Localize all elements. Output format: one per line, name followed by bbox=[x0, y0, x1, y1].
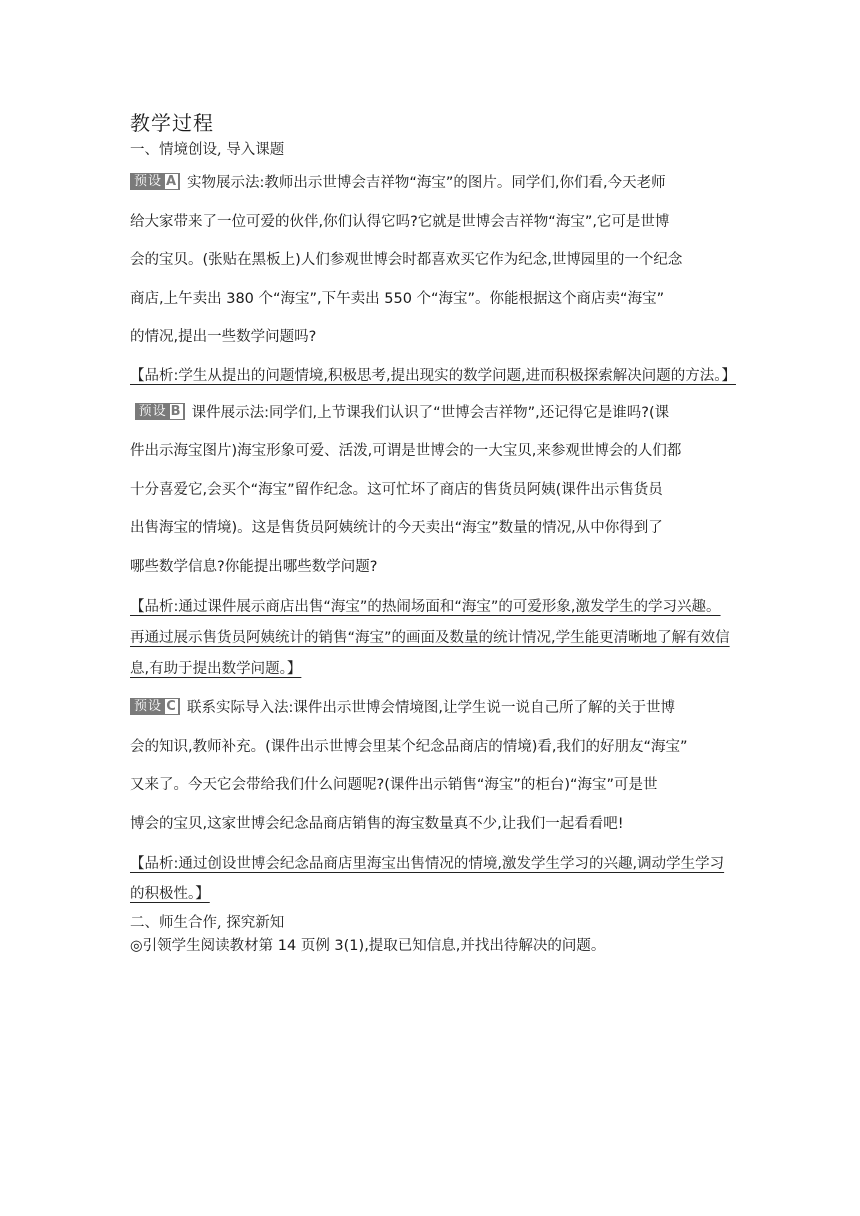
preset-b-badge-letter: B bbox=[170, 403, 182, 419]
preset-a-analysis bbox=[130, 363, 736, 390]
section-heading-2: 二、师生合作, 探究新知 bbox=[130, 915, 285, 931]
preset-a-badge-label: 预设 bbox=[134, 174, 163, 189]
preset-a-line-1 bbox=[130, 164, 730, 203]
preset-c-line-4: 博会的宝贝,这家世博会纪念品商店销售的海宝数量真不少,让我们一起看看吧! bbox=[130, 815, 624, 832]
section-heading-1: 一、情境创设, 导入课题 bbox=[130, 142, 285, 158]
guide-line: ◎引领学生阅读教材第 14 页例 3(1),提取已知信息,并找出待解决的问题。 bbox=[130, 938, 606, 954]
preset-c-analysis bbox=[130, 849, 730, 909]
preset-c-analysis-text: 【品析:通过创设世博会纪念品商店里海宝出售情况的情境,激发学生学习的兴趣,调动学生学习的积极性。】 bbox=[130, 856, 725, 902]
preset-b-line-3: 十分喜爱它,会买个“海宝”留作纪念。这可忙坏了商店的售货员阿姨(课件出示售货员 bbox=[130, 481, 663, 498]
preset-b-badge-label: 预设 bbox=[138, 403, 167, 419]
preset-c-line-1 bbox=[130, 689, 730, 728]
lesson-page bbox=[130, 108, 736, 959]
preset-b-line-2: 件出示海宝图片)海宝形象可爱、活泼,可谓是世博会的一大宝贝,来参观世博会的人们都 bbox=[130, 443, 682, 459]
preset-b-line-5: 哪些数学信息?你能提出哪些数学问题? bbox=[130, 558, 378, 575]
preset-c-badge-label: 预设 bbox=[134, 699, 163, 714]
preset-c-badge-letter: C bbox=[166, 699, 177, 714]
preset-b-block bbox=[130, 394, 730, 686]
preset-a-analysis-text: 【品析:学生从提出的问题情境,积极思考,提出现实的数学问题,进而积极探索解决问题的方法。】 bbox=[130, 367, 736, 384]
preset-a-text-1: 实物展示法:教师出示世博会吉祥物“海宝”的图片。同学们,你们看,今天老师 bbox=[187, 175, 666, 191]
preset-b-badge bbox=[135, 403, 185, 420]
preset-c-block bbox=[130, 689, 730, 909]
preset-c-text-1: 联系实际导入法:课件出示世博会情境图,让学生说一说自己所了解的关于世博 bbox=[187, 700, 676, 716]
preset-a-block bbox=[130, 164, 736, 390]
preset-a-badge-letter: A bbox=[165, 174, 178, 189]
preset-c-badge bbox=[130, 698, 180, 715]
preset-b-line-4: 出售海宝的情境)。这是售货员阿姨统计的今天卖出“海宝”数量的情况,从中你得到了 bbox=[130, 520, 663, 536]
preset-a-line-3: 会的宝贝。(张贴在黑板上)人们参观世博会时都喜欢买它作为纪念,世博园里的一个纪念 bbox=[130, 252, 683, 268]
preset-b-line-1 bbox=[130, 394, 730, 433]
preset-a-line-2: 给大家带来了一位可爱的伙伴,你们认得它吗?它就是世博会吉祥物“海宝”,它可是世博 bbox=[130, 213, 670, 230]
preset-a-line-5: 的情况,提出一些数学问题吗? bbox=[130, 329, 317, 345]
preset-b-analysis bbox=[130, 592, 730, 685]
preset-c-line-3: 又来了。今天它会带给我们什么问题呢?(课件出示销售“海宝”的柜台)“海宝”可是世 bbox=[130, 777, 658, 793]
page-title: 教学过程 bbox=[130, 111, 214, 135]
preset-a-badge bbox=[130, 173, 180, 190]
preset-b-text-1: 课件展示法:同学们,上节课我们认识了“世博会吉祥物”,还记得它是谁吗?(课 bbox=[191, 404, 670, 421]
preset-b-analysis-text: 【品析:通过课件展示商店出售“海宝”的热闹场面和“海宝”的可爱形象,激发学生的学习兴趣。再通过展示售货员阿姨统计的销售“海宝”的画面及数量的统计情况,学生能更清晰地了解有效信息,有助于提出数学问题。】 bbox=[130, 599, 730, 677]
preset-a-line-4: 商店,上午卖出 380 个“海宝”,下午卖出 550 个“海宝”。你能根据这个商店卖“海宝” bbox=[130, 290, 665, 307]
preset-c-line-2: 会的知识,教师补充。(课件出示世博会里某个纪念品商店的情境)看,我们的好朋友“海宝” bbox=[130, 738, 688, 755]
